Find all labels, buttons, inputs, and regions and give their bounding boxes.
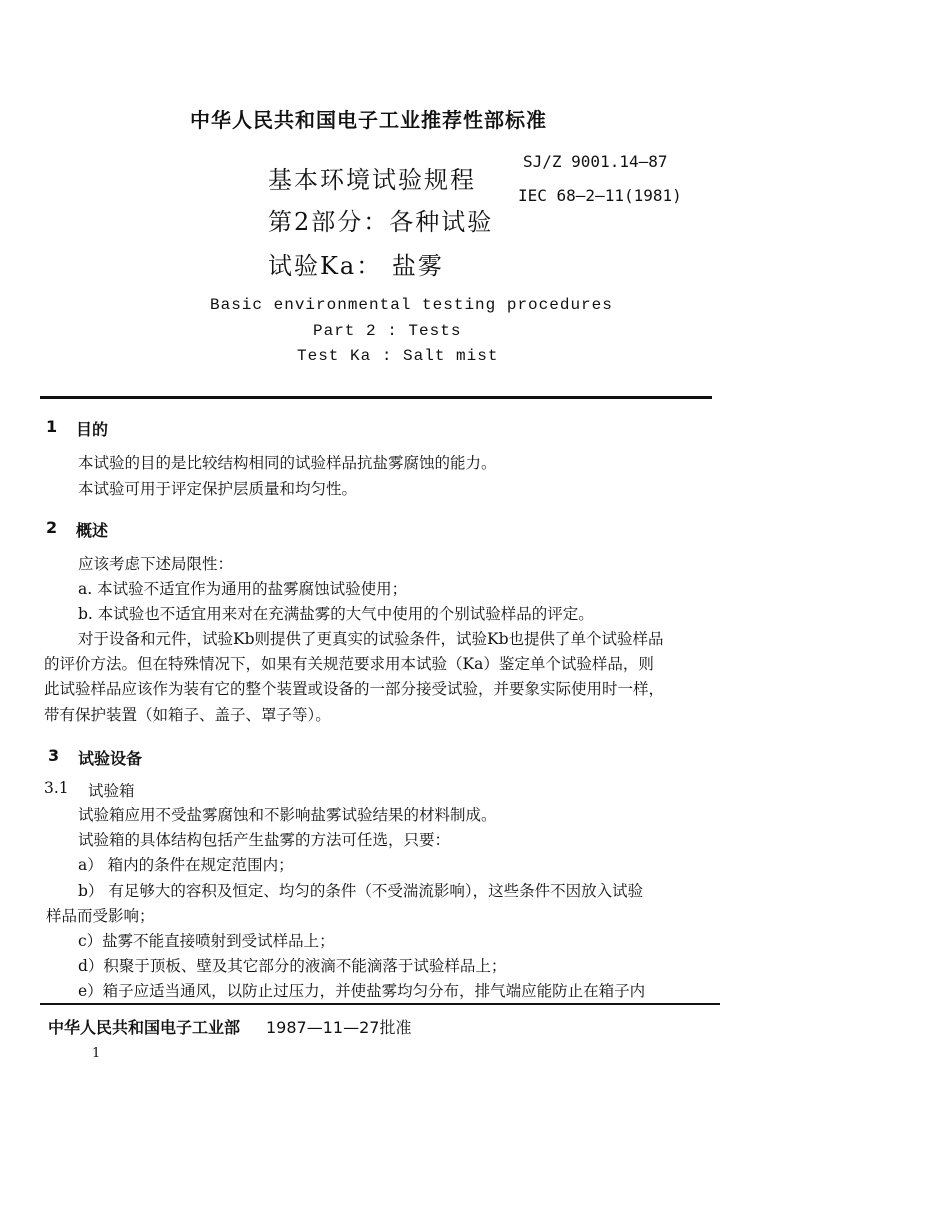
footer-divider xyxy=(40,1003,720,1005)
section-2-paragraph: 对于设备和元件，试验Kb则提供了更真实的试验条件，试验Kb也提供了单个试验样品 xyxy=(78,630,664,648)
section-3-item-e: e）箱子应适当通风，以防止过压力，并使盐雾均匀分布，排气端应能防止在箱子内 xyxy=(78,982,646,1000)
section-2-paragraph: 此试验样品应该作为装有它的整个装置或设备的一部分接受试验，并要象实际使用时一样， xyxy=(44,680,665,698)
page-number: 1 xyxy=(92,1046,101,1061)
footer-approval: 1987—11—27批准 xyxy=(266,1018,412,1037)
subsection-3-1-title: 试验箱 xyxy=(88,782,135,800)
section-3-item-d: d）积聚于顶板、壁及其它部分的液滴不能滴落于试验样品上； xyxy=(78,957,507,975)
en-title-line-3: Test Ka : Salt mist xyxy=(297,347,499,365)
en-title-line-2: Part 2 : Tests xyxy=(313,322,462,340)
std-code-iec: IEC 68—2—11(1981) xyxy=(518,186,682,205)
section-3-item-c: c）盐雾不能直接喷射到受试样品上； xyxy=(78,932,335,950)
header-divider xyxy=(40,396,712,399)
section-2-item-b: b. 本试验也不适宜用来对在充满盐雾的大气中使用的个别试验样品的评定。 xyxy=(78,605,594,623)
section-1-number: 1 xyxy=(46,417,58,436)
section-1-title: 目的 xyxy=(76,420,109,439)
section-2-paragraph: 的评价方法。但在特殊情况下，如果有关规范要求用本试验（Ka）鉴定单个试验样品，则 xyxy=(44,655,654,673)
section-2-title: 概述 xyxy=(76,521,109,540)
section-3-paragraph: 试验箱的具体结构包括产生盐雾的方法可任选，只要： xyxy=(78,831,451,849)
section-3-item-b: b） 有足够大的容积及恒定、均匀的条件（不受湍流影响），这些条件不因放入试验 xyxy=(78,882,644,900)
subsection-3-1-number: 3.1 xyxy=(44,779,69,797)
section-2-item-a: a. 本试验不适宜作为通用的盐雾腐蚀试验使用； xyxy=(78,580,408,598)
en-title-line-1: Basic environmental testing procedures xyxy=(210,296,613,314)
section-1-paragraph: 本试验的目的是比较结构相同的试验样品抗盐雾腐蚀的能力。 xyxy=(78,454,497,472)
zh-title-line-3: 试验Ka： 盐雾 xyxy=(268,252,444,280)
section-1-paragraph: 本试验可用于评定保护层质量和均匀性。 xyxy=(78,480,358,498)
section-3-item-a: a） 箱内的条件在规定范围内； xyxy=(78,856,294,874)
section-2-paragraph: 应该考虑下述局限性： xyxy=(78,555,234,573)
footer-issuer: 中华人民共和国电子工业部 xyxy=(48,1018,241,1037)
section-3-number: 3 xyxy=(48,746,60,765)
section-3-item-b-cont: 样品而受影响； xyxy=(46,907,155,925)
section-3-paragraph: 试验箱应用不受盐雾腐蚀和不影响盐雾试验结果的材料制成。 xyxy=(78,806,497,824)
section-2-number: 2 xyxy=(46,518,58,537)
std-code-sj: SJ/Z 9001.14—87 xyxy=(523,152,668,171)
zh-title-line-1: 基本环境试验规程 xyxy=(268,166,476,194)
zh-title-line-2: 第2部分：各种试验 xyxy=(268,208,494,236)
section-3-title: 试验设备 xyxy=(78,749,143,768)
standard-header-title: 中华人民共和国电子工业推荐性部标准 xyxy=(190,108,547,132)
section-2-paragraph: 带有保护装置（如箱子、盖子、罩子等）。 xyxy=(44,706,331,724)
